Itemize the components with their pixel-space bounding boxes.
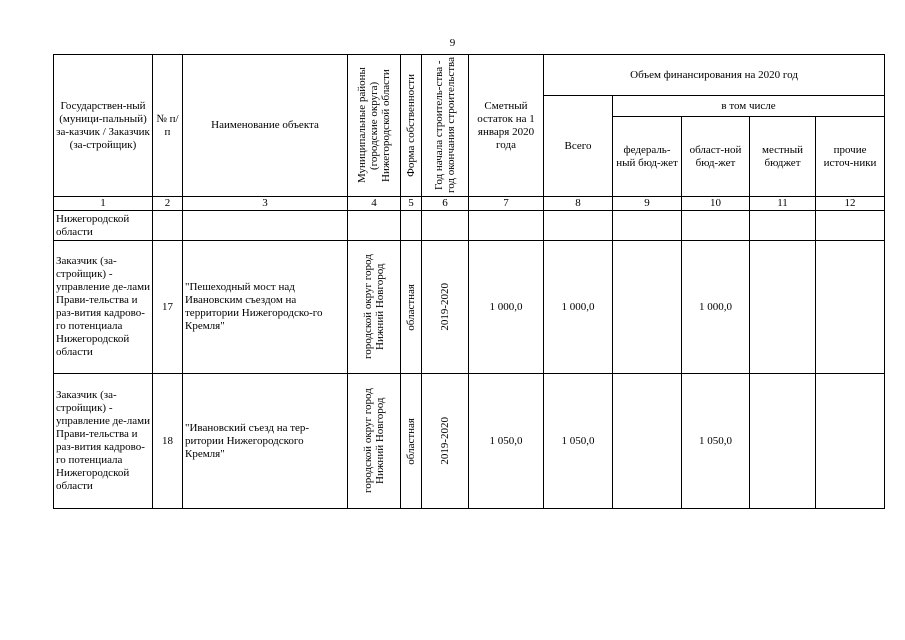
header-ownership-text: Форма собственности	[405, 74, 417, 177]
table-row	[54, 374, 885, 509]
column-number: 5	[401, 197, 422, 211]
header-total: Всего	[544, 96, 613, 197]
row-remainder: 1 000,0	[469, 241, 544, 374]
header-customer: Государствен-ный (муници-пальный) за-казчик / Заказчик (за-стройщик)	[54, 55, 153, 197]
row-local	[750, 374, 816, 509]
table-row	[54, 241, 885, 374]
row-other	[816, 241, 885, 374]
column-number: 2	[153, 197, 183, 211]
continuation-row	[54, 211, 885, 241]
header-financing: Объем финансирования на 2020 год	[544, 55, 885, 96]
row-customer: Заказчик (за-стройщик) - управление де-лами Прави-тельства и раз-вития кадрово-го потенциала Нижегородской области	[54, 241, 153, 374]
row-object-name: "Ивановский съезд на тер-ритории Нижегородского Кремля"	[183, 374, 348, 509]
empty-cell	[750, 211, 816, 241]
row-district-text: городской округ город Нижний Новгород	[362, 388, 386, 494]
row-federal	[613, 241, 682, 374]
page-number: 9	[449, 37, 456, 49]
empty-cell	[613, 211, 682, 241]
header-district-text: Муниципальные районы (городские округа) Нижегородской области	[356, 67, 392, 184]
header-federal: федераль-ный бюд-жет	[613, 117, 682, 197]
header-ownership	[401, 55, 422, 197]
header-other: прочие источ-ники	[816, 117, 885, 197]
header-regional: област-ной бюд-жет	[682, 117, 750, 197]
header-years	[422, 55, 469, 197]
column-number: 10	[682, 197, 750, 211]
row-customer: Заказчик (за-стройщик) - управление де-лами Прави-тельства и раз-вития кадрово-го потенциала Нижегородской области	[54, 374, 153, 509]
empty-cell	[348, 211, 401, 241]
column-number: 1	[54, 197, 153, 211]
continuation-customer: Нижегородской области	[54, 211, 153, 241]
column-number: 8	[544, 197, 613, 211]
empty-cell	[153, 211, 183, 241]
row-other	[816, 374, 885, 509]
header-object-name: Наименование объекта	[183, 55, 348, 197]
column-number: 11	[750, 197, 816, 211]
column-number-row	[54, 197, 885, 211]
header-row-1	[54, 55, 885, 96]
header-estimate-remainder: Сметный остаток на 1 января 2020 года	[469, 55, 544, 197]
financing-table	[53, 54, 885, 509]
column-number: 6	[422, 197, 469, 211]
row-years-text: 2019-2020	[439, 283, 451, 331]
empty-cell	[422, 211, 469, 241]
row-regional: 1 050,0	[682, 374, 750, 509]
row-object-name: "Пешеходный мост над Ивановским съездом на территории Нижегородско-го Кремля"	[183, 241, 348, 374]
empty-cell	[682, 211, 750, 241]
header-local: местный бюджет	[750, 117, 816, 197]
row-years	[422, 374, 469, 509]
column-number: 4	[348, 197, 401, 211]
row-number: 18	[153, 374, 183, 509]
column-number: 7	[469, 197, 544, 211]
empty-cell	[816, 211, 885, 241]
row-years	[422, 241, 469, 374]
row-total: 1 000,0	[544, 241, 613, 374]
row-total: 1 050,0	[544, 374, 613, 509]
row-ownership-text: областная	[405, 283, 417, 331]
row-regional: 1 000,0	[682, 241, 750, 374]
empty-cell	[183, 211, 348, 241]
header-number: № п/п	[153, 55, 183, 197]
row-district-text: городской округ город Нижний Новгород	[362, 254, 386, 360]
row-remainder: 1 050,0	[469, 374, 544, 509]
header-years-text: Год начала строитель-ства - год окончания строительства	[433, 57, 457, 194]
row-district	[348, 374, 401, 509]
column-number: 12	[816, 197, 885, 211]
row-ownership-text: областная	[405, 417, 417, 465]
empty-cell	[401, 211, 422, 241]
column-number: 3	[183, 197, 348, 211]
empty-cell	[469, 211, 544, 241]
row-local	[750, 241, 816, 374]
header-district	[348, 55, 401, 197]
empty-cell	[544, 211, 613, 241]
row-years-text: 2019-2020	[439, 417, 451, 465]
row-ownership	[401, 241, 422, 374]
header-including: в том числе	[613, 96, 885, 117]
row-district	[348, 241, 401, 374]
row-federal	[613, 374, 682, 509]
row-number: 17	[153, 241, 183, 374]
row-ownership	[401, 374, 422, 509]
column-number: 9	[613, 197, 682, 211]
